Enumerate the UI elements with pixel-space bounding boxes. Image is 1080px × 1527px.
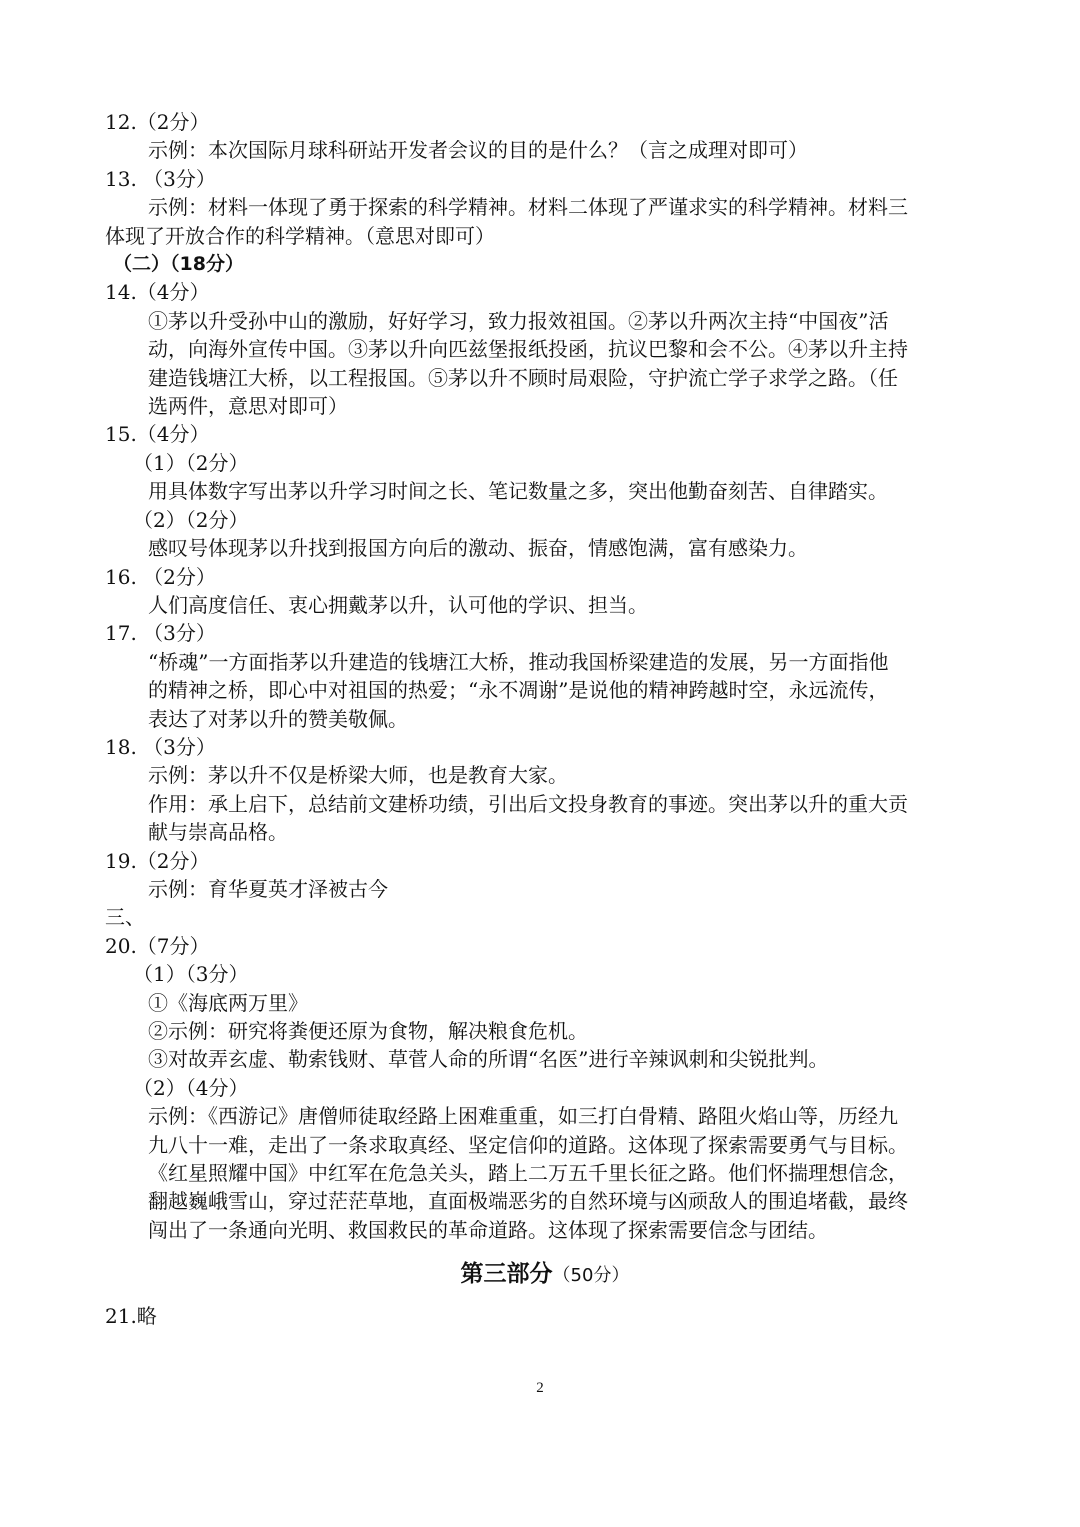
question-label: 18. （3分） <box>105 734 216 759</box>
sub-question-label: （2）（2分） <box>133 507 249 532</box>
question-label: 14.（4分） <box>105 280 210 305</box>
part-three-score: （50分） <box>552 1265 630 1287</box>
answer-text-line: 示例：育华夏英才泽被古今 <box>148 876 388 901</box>
part-three-title: 第三部分 <box>460 1261 553 1288</box>
answer-text-line: ②示例：研究将粪便还原为食物，解决粮食危机。 <box>148 1019 588 1043</box>
answer-text-line: 人们高度信任、衷心拥戴茅以升，认可他的学识、担当。 <box>148 592 648 617</box>
answer-text-line: 翻越巍峨雪山，穿过茫茫草地，直面极端恶劣的自然环境与凶顽敌人的围追堵截，最终 <box>148 1189 908 1214</box>
part-three-heading <box>105 1258 985 1292</box>
answer-text-line: 示例：材料一体现了勇于探索的科学精神。材料二体现了严谨求实的科学精神。材料三 <box>148 195 908 220</box>
question-label: 13. （3分） <box>105 166 216 191</box>
answer-text-line: ③对故弄玄虚、勒索钱财、草菅人命的所谓“名医”进行辛辣讽刺和尖锐批判。 <box>148 1047 829 1072</box>
answer-lines-after-heading <box>105 1302 985 1330</box>
answer-text-line: 选两件，意思对即可） <box>148 394 348 419</box>
answer-text-line: 献与崇高品格。 <box>148 820 288 845</box>
page-number: 2 <box>536 1380 544 1396</box>
question-label: 三、 <box>105 905 145 930</box>
answer-text-line: 示例：茅以升不仅是桥梁大师，也是教育大家。 <box>148 763 568 788</box>
question-label: 15.（4分） <box>105 422 210 447</box>
question-label: 21.略 <box>105 1304 157 1329</box>
question-label: 19.（2分） <box>105 848 210 873</box>
answer-lines-before-heading <box>105 108 985 1244</box>
sub-question-label: （1）（3分） <box>133 962 249 987</box>
answer-text-line: 动，向海外宣传中国。③茅以升向匹兹堡报纸投函，抗议巴黎和会不公。④茅以升主持 <box>148 337 908 362</box>
answer-text-line: 示例：《西游记》唐僧师徒取经路上困难重重，如三打白骨精、路阻火焰山等，历经九 <box>148 1104 898 1129</box>
question-label: 17. （3分） <box>105 621 216 646</box>
sub-question-label: （2）（4分） <box>133 1075 249 1100</box>
answer-text-line: 示例：本次国际月球科研站开发者会议的目的是什么？（言之成理对即可） <box>148 138 808 163</box>
answer-text-line: ①《海底两万里》 <box>148 990 308 1015</box>
section-heading: （二）（18分） <box>113 253 244 276</box>
answer-text-line: 表达了对茅以升的赞美敬佩。 <box>148 706 408 731</box>
answer-text-line: 作用：承上启下，总结前文建桥功绩，引出后文投身教育的事迹。突出茅以升的重大贡 <box>148 791 908 816</box>
answer-text-line: ①茅以升受孙中山的激励，好好学习，致力报效祖国。②茅以升两次主持“中国夜”活 <box>148 308 889 333</box>
answer-text-line: 九八十一难，走出了一条求取真经、坚定信仰的道路。这体现了探索需要勇气与目标。 <box>148 1132 908 1157</box>
answer-text-line: “桥魂”一方面指茅以升建造的钱塘江大桥，推动我国桥梁建造的发展，另一方面指他 <box>148 649 889 674</box>
answer-key-content <box>105 108 985 1331</box>
question-label: 体现了开放合作的科学精神。（意思对即可） <box>105 223 495 248</box>
answer-text-line: 《红星照耀中国》中红军在危急关头，踏上二万五千里长征之路。他们怀揣理想信念， <box>148 1161 908 1186</box>
answer-text-line: 的精神之桥，即心中对祖国的热爱；“永不凋谢”是说他的精神跨越时空，永远流传， <box>148 678 889 703</box>
answer-text-line: 闯出了一条通向光明、救国救民的革命道路。这体现了探索需要信念与团结。 <box>148 1217 828 1242</box>
answer-text-line: 建造钱塘江大桥，以工程报国。⑤茅以升不顾时局艰险，守护流亡学子求学之路。（任 <box>148 365 898 390</box>
sub-question-label: （1）（2分） <box>133 450 249 475</box>
question-label: 20.（7分） <box>105 933 210 958</box>
answer-text-line: 感叹号体现茅以升找到报国方向后的激动、振奋，情感饱满，富有感染力。 <box>148 536 808 561</box>
answer-text-line: 用具体数字写出茅以升学习时间之长、笔记数量之多，突出他勤奋刻苦、自律踏实。 <box>148 479 888 504</box>
question-label: 12.（2分） <box>105 110 210 134</box>
question-label: 16. （2分） <box>105 564 216 589</box>
